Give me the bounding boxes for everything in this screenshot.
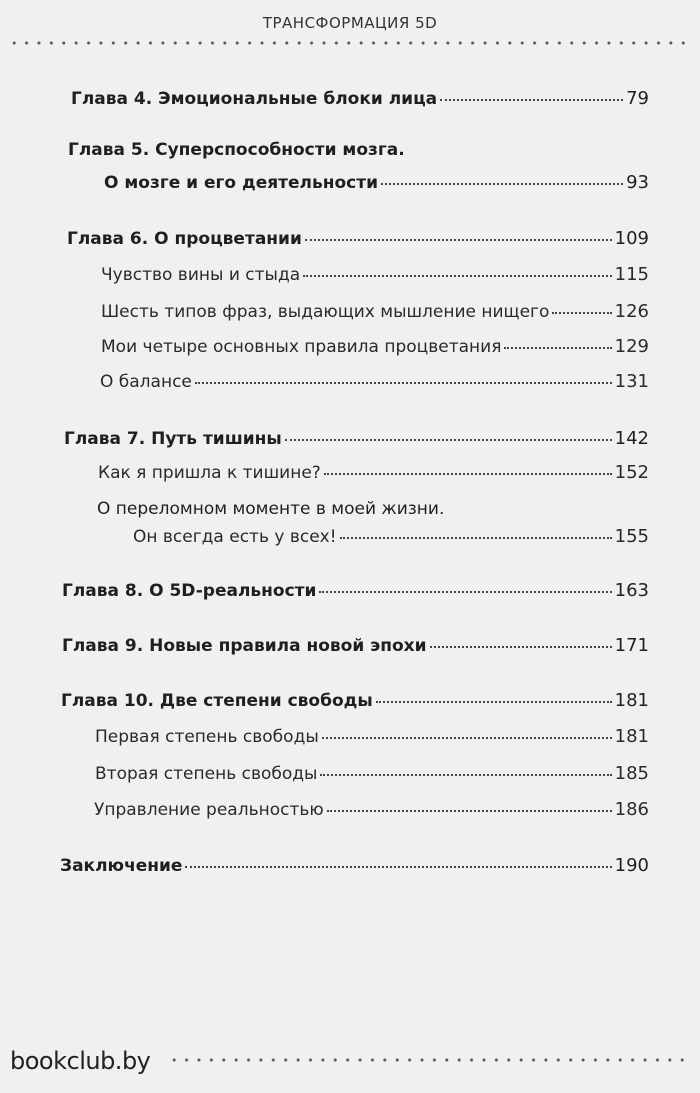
- toc-page-number: 155: [614, 526, 649, 547]
- toc-entry-title: Вторая степень свободы: [95, 764, 318, 784]
- bottom-dotted-rule: [168, 1058, 692, 1062]
- toc-leader-dots: [285, 439, 612, 441]
- toc-entry-turning-point-line1[interactable]: О переломном моменте в моей жизни.: [97, 499, 445, 519]
- toc-entry-title: Глава 6. О процветании: [67, 229, 302, 249]
- toc-leader-dots: [504, 347, 611, 349]
- toc-entry-title: О мозге и его деятельности: [104, 173, 379, 193]
- toc-page-number: 115: [614, 264, 649, 285]
- toc-leader-dots: [440, 99, 623, 101]
- toc-page-number: 181: [614, 690, 649, 711]
- toc-leader-dots: [303, 275, 612, 277]
- toc-leader-dots: [340, 537, 612, 539]
- toc-page-number: 190: [614, 855, 649, 876]
- toc-entry-how-i-came-to-silence[interactable]: [98, 462, 649, 484]
- toc-leader-dots: [305, 239, 612, 241]
- toc-page-number: 79: [626, 88, 649, 109]
- toc-leader-dots: [322, 737, 612, 739]
- toc-page-number: 129: [614, 336, 649, 357]
- toc-entry-about-balance[interactable]: [100, 371, 649, 393]
- toc-leader-dots: [376, 701, 612, 703]
- toc-leader-dots: [324, 473, 612, 475]
- running-head: ТРАНСФОРМАЦИЯ 5D: [262, 14, 438, 32]
- toc-entry-second-degree-of-freedom[interactable]: [95, 763, 649, 785]
- toc-entry-six-types-of-phrases[interactable]: [101, 301, 649, 323]
- toc-page-number: 181: [614, 726, 649, 747]
- toc-page-number: 93: [626, 172, 649, 193]
- toc-entry-title: О балансе: [100, 372, 192, 392]
- toc-entry-title: Шесть типов фраз, выдающих мышление нищего: [101, 302, 550, 322]
- toc-page-number: 185: [614, 763, 649, 784]
- toc-entry-title: Первая степень свободы: [95, 727, 319, 747]
- toc-page-number: 131: [614, 371, 649, 392]
- toc-leader-dots: [430, 646, 612, 648]
- toc-entry-title: Заключение: [60, 856, 183, 876]
- toc-entry-title: Глава 7. Путь тишины: [64, 429, 282, 449]
- toc-entry-chapter-8[interactable]: [62, 580, 649, 602]
- toc-entry-chapter-7[interactable]: [64, 428, 649, 450]
- toc-leader-dots: [319, 591, 611, 593]
- toc-entry-chapter-5-line1[interactable]: Глава 5. Суперспособности мозга.: [68, 140, 405, 160]
- toc-entry-chapter-6[interactable]: [67, 228, 649, 250]
- toc-entry-title: Глава 10. Две степени свободы: [61, 691, 373, 711]
- toc-leader-dots: [320, 774, 611, 776]
- toc-page-number: 142: [614, 428, 649, 449]
- toc-entry-title: Управление реальностью: [94, 800, 324, 820]
- toc-entry-chapter-5[interactable]: [104, 172, 649, 194]
- toc-page-number: 126: [614, 301, 649, 322]
- toc-leader-dots: [195, 382, 612, 384]
- toc-entry-title: Глава 9. Новые правила новой эпохи: [62, 636, 427, 656]
- toc-entry-title: Чувство вины и стыда: [101, 265, 301, 285]
- toc-entry-title: Глава 4. Эмоциональные блоки лица: [71, 89, 438, 109]
- toc-entry-turning-point[interactable]: [133, 526, 649, 548]
- toc-entry-chapter-9[interactable]: [62, 635, 649, 657]
- toc-page-number: 171: [614, 635, 649, 656]
- toc-page-number: 186: [614, 799, 649, 820]
- toc-entry-conclusion[interactable]: [60, 855, 649, 877]
- toc-page-number: 109: [614, 228, 649, 249]
- toc-entry-title: Как я пришла к тишине?: [98, 463, 321, 483]
- toc-entry-title: Глава 8. О 5D-реальности: [62, 581, 317, 601]
- toc-entry-reality-management[interactable]: [94, 799, 649, 821]
- toc-page-number: 152: [614, 462, 649, 483]
- toc-page-number: 163: [614, 580, 649, 601]
- toc-entry-guilt-and-shame[interactable]: [101, 264, 649, 286]
- toc-leader-dots: [327, 810, 612, 812]
- toc-entry-four-rules[interactable]: [101, 336, 649, 358]
- toc-entry-title: Он всегда есть у всех!: [133, 527, 337, 547]
- toc-leader-dots: [381, 183, 623, 185]
- toc-leader-dots: [552, 312, 611, 314]
- watermark: bookclub.by: [10, 1047, 151, 1075]
- toc-entry-chapter-4[interactable]: [71, 88, 649, 110]
- toc-leader-dots: [185, 866, 611, 868]
- toc-entry-chapter-10[interactable]: [61, 690, 649, 712]
- toc-entry-title: Мои четыре основных правила процветания: [101, 337, 502, 357]
- toc-entry-first-degree-of-freedom[interactable]: [95, 726, 649, 748]
